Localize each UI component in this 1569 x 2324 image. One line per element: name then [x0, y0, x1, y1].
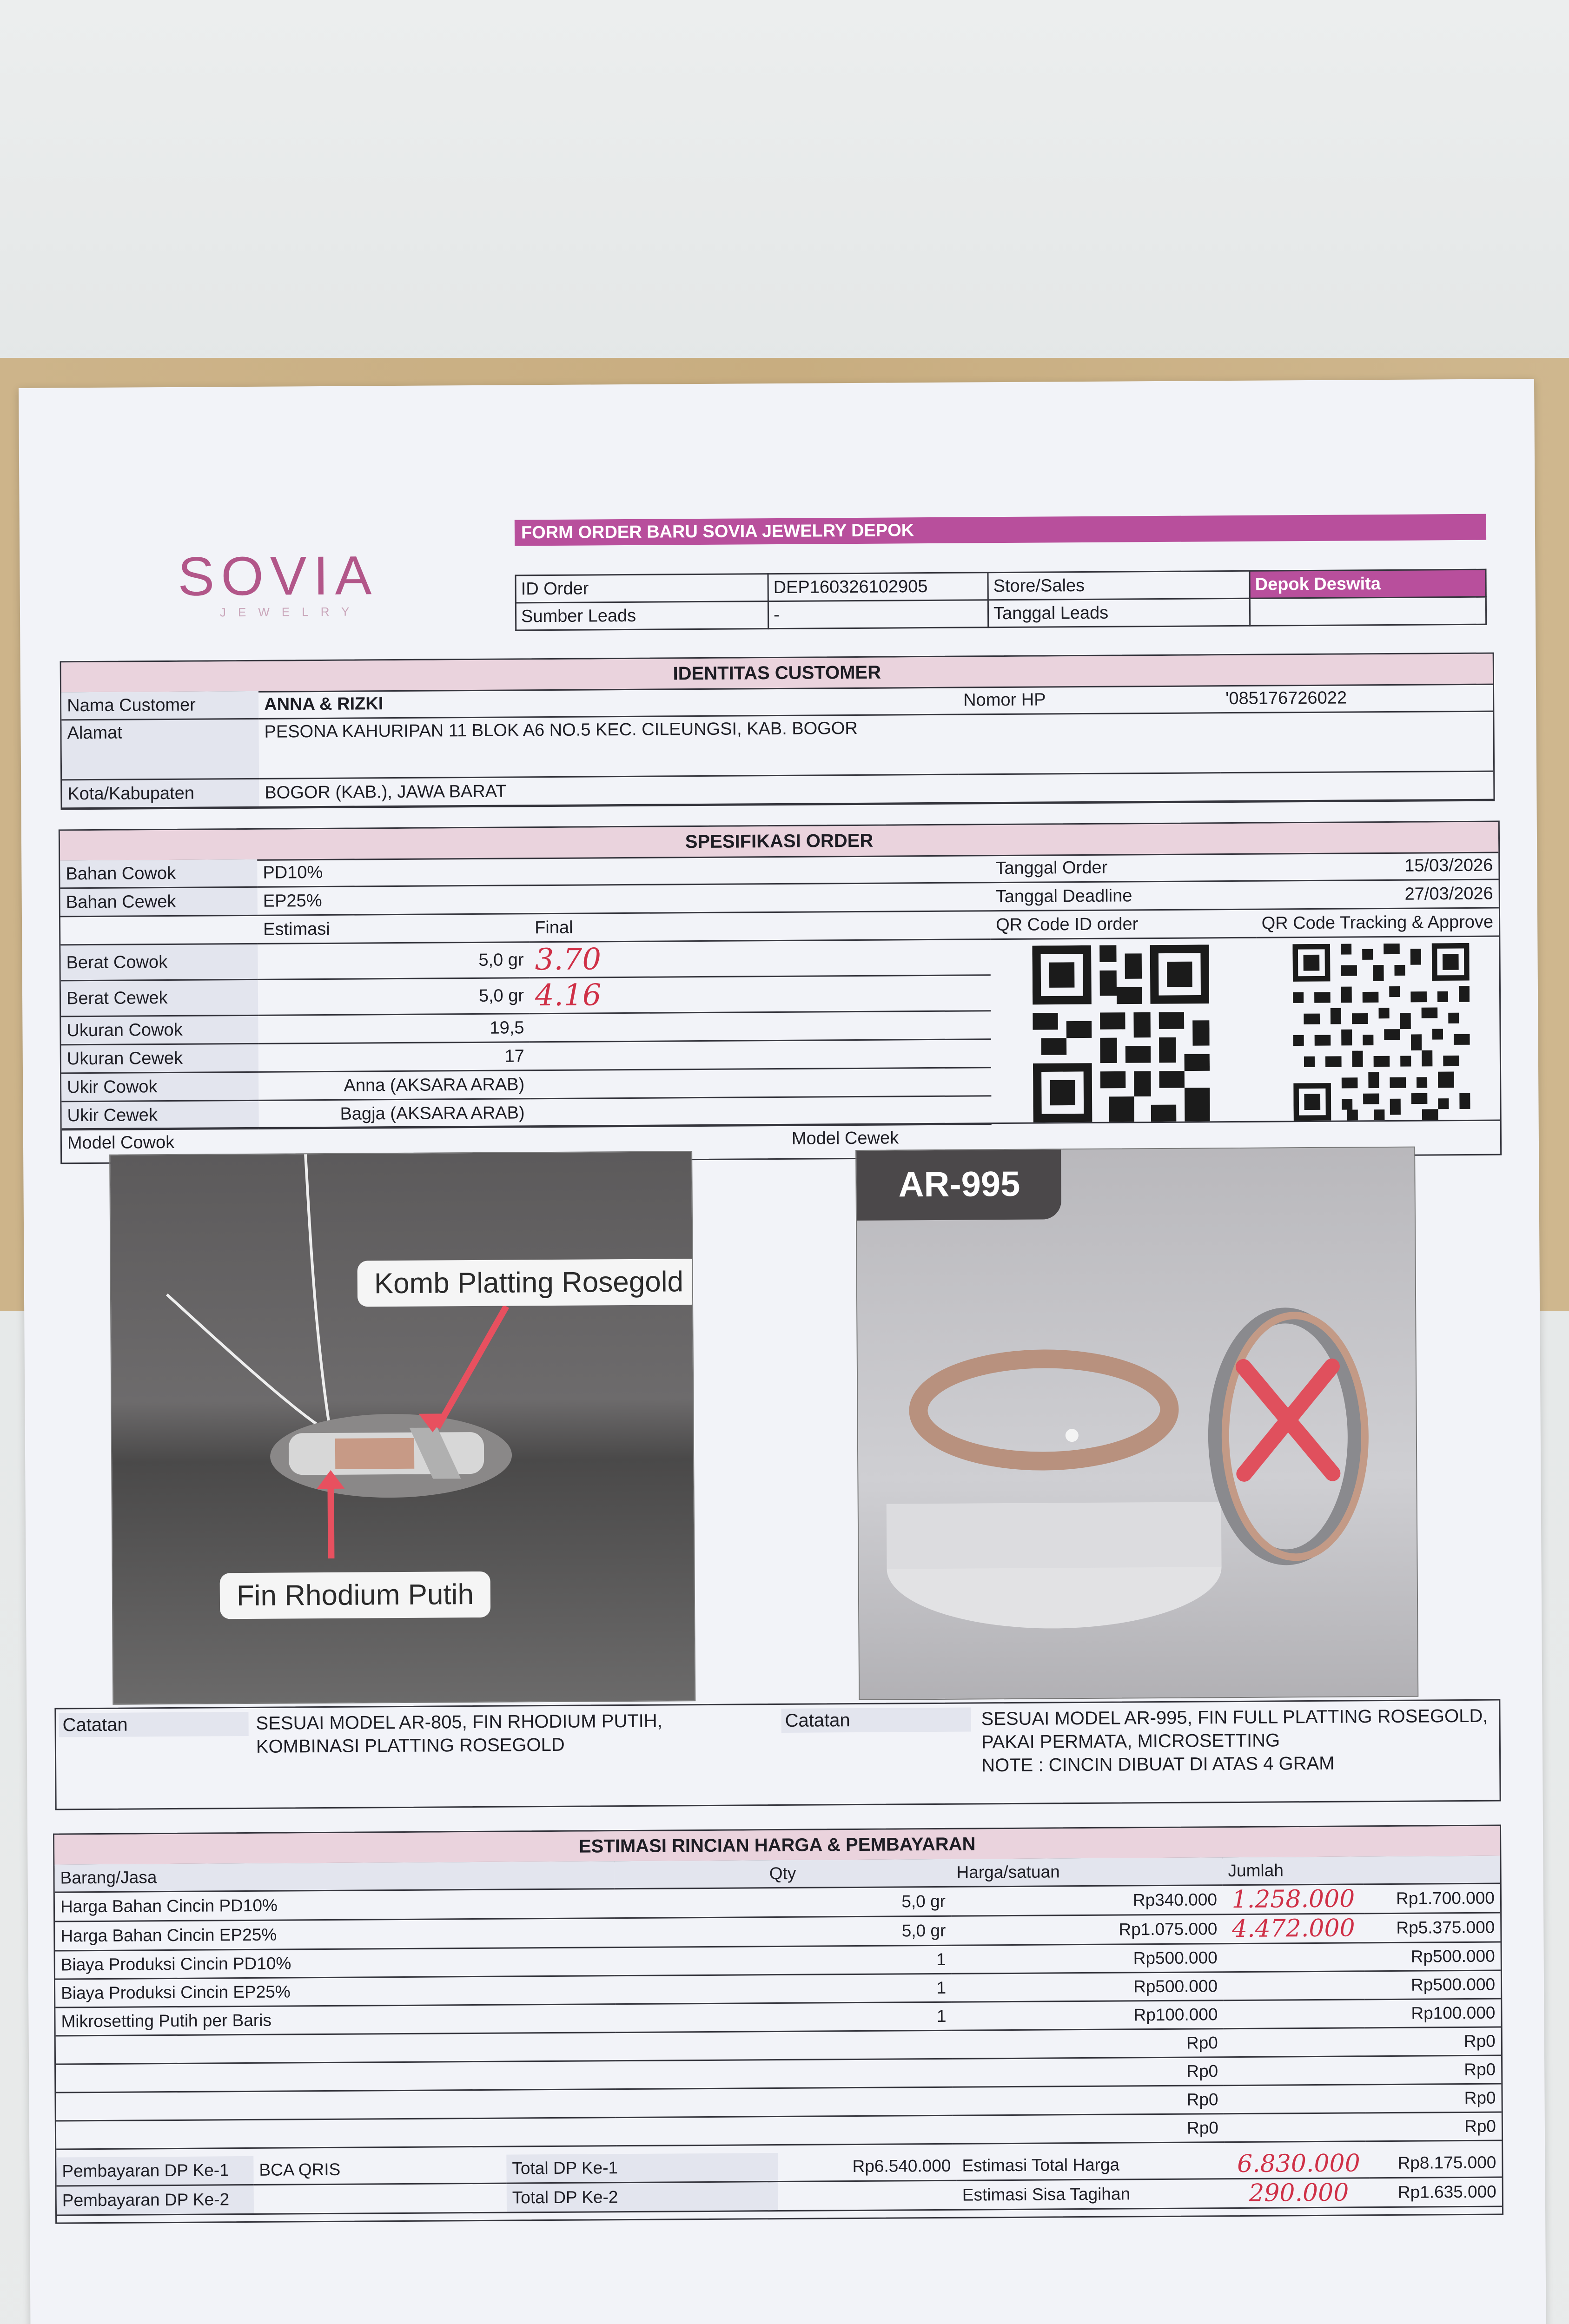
row-price: Rp0 [952, 2029, 1224, 2059]
empty-cell [530, 1039, 991, 1070]
berat-cowok-label: Berat Cowok [60, 944, 258, 981]
row-qty: 5,0 gr [615, 1916, 951, 1947]
note-left-line2: KOMBINASI PLATTING ROSEGOLD [256, 1734, 565, 1757]
tgl-deadline-label: Tanggal Deadline [990, 881, 1256, 911]
note-left-label: Catatan [59, 1712, 248, 1737]
row-qty [616, 2059, 952, 2089]
row-item [56, 2061, 616, 2093]
ukir-cewek-label: Ukir Cewek [61, 1100, 258, 1130]
ring-illustration-cewek [856, 1148, 1417, 1699]
note-right-text [981, 1704, 1488, 1777]
row-hand-note: 4.472.000 [1223, 1914, 1364, 1944]
col-total-header: Jumlah [1222, 1856, 1500, 1885]
dp1-label: Pembayaran DP Ke-1 [56, 2156, 253, 2186]
customer-name-label: Nama Customer [61, 691, 258, 720]
empty-cell [778, 2180, 957, 2211]
address-value: PESONA KAHURIPAN 11 BLOK A6 NO.5 KEC. CILEUNGSI, KAB. BOGOR [258, 711, 1493, 779]
customer-section [60, 653, 1495, 810]
row-total: Rp0 [1365, 2084, 1501, 2113]
berat-cewek-final: 4.16 [530, 975, 991, 1014]
berat-cewek-label: Berat Cewek [61, 979, 258, 1017]
ukuran-cewek-value: 17 [258, 1042, 530, 1072]
row-hand-note [1224, 2028, 1365, 2057]
pricing-table [54, 1856, 1502, 2150]
ukuran-cowok-label: Ukuran Cowok [61, 1015, 258, 1045]
order-dates-table [990, 852, 1499, 940]
final-header: Final [529, 911, 990, 942]
qr-code-id-order[interactable] [1032, 944, 1210, 1122]
row-total: Rp5.375.000 [1364, 1913, 1500, 1943]
qr-track-label: QR Code Tracking & Approve [1256, 908, 1499, 938]
qr-code-tracking[interactable] [1292, 943, 1470, 1121]
pricing-section [53, 1825, 1503, 2224]
notes-section [54, 1699, 1501, 1810]
row-qty [616, 2030, 952, 2060]
row-total: Rp100.000 [1364, 1999, 1501, 2028]
tgl-order-value: 15/03/2026 [1256, 852, 1499, 881]
payment-table [56, 2149, 1502, 2216]
ukir-cowok-value: Anna (AKSARA ARAB) [258, 1070, 530, 1101]
row-price: Rp0 [952, 2057, 1224, 2087]
row-qty [616, 2115, 953, 2146]
row-qty: 1 [615, 1945, 952, 1975]
order-specs-table [60, 855, 992, 1130]
phone-label: Nomor HP [958, 685, 1220, 714]
leads-label: Sumber Leads [516, 601, 768, 630]
row-hand-note [1224, 2113, 1365, 2142]
tag-komb-platting: Komb Platting Rosegold [357, 1259, 696, 1307]
empty-cell [60, 915, 258, 945]
row-price: Rp340.000 [951, 1885, 1223, 1916]
row-item: Biaya Produksi Cincin PD10% [55, 1948, 615, 1979]
row-item [56, 2089, 616, 2121]
row-item: Harga Bahan Cincin PD10% [55, 1889, 615, 1921]
row-item [56, 2118, 616, 2149]
dp1-total-label: Total DP Ke-1 [506, 2153, 778, 2183]
sisa-hand: 290.000 [1228, 2178, 1370, 2208]
ukir-cewek-value: Bagja (AKSARA ARAB) [258, 1099, 530, 1129]
row-price: Rp0 [953, 2114, 1224, 2144]
row-hand-note [1224, 2056, 1365, 2086]
berat-cowok-est: 5,0 gr [258, 942, 529, 980]
dp1-total-value: Rp6.540.000 [778, 2152, 956, 2182]
row-item: Harga Bahan Cincin EP25% [55, 1918, 615, 1951]
phone-value: '085176726022 [1220, 684, 1493, 713]
note-right-label: Catatan [781, 1707, 971, 1732]
row-hand-note [1224, 2085, 1365, 2114]
ukuran-cewek-label: Ukuran Cewek [61, 1043, 258, 1073]
row-hand-note [1223, 2000, 1364, 2029]
row-total: Rp0 [1365, 2055, 1501, 2085]
brand-logo-sub: JEWELRY [219, 604, 362, 620]
row-total: Rp500.000 [1364, 1942, 1501, 1971]
customer-section-title: IDENTITAS CUSTOMER [61, 654, 1493, 694]
order-section-title: SPESIFIKASI ORDER [60, 822, 1498, 862]
id-order-value: DEP160326102905 [768, 573, 988, 601]
form-title: FORM ORDER BARU SOVIA JEWELRY DEPOK [515, 514, 1486, 546]
leads-value: - [768, 600, 988, 629]
empty-cell [530, 1096, 991, 1127]
customer-table [61, 684, 1493, 809]
col-price-header: Harga/satuan [951, 1857, 1222, 1887]
dp2-total-label: Total DP Ke-2 [507, 2182, 778, 2213]
row-item [56, 2033, 616, 2064]
tanggal-leads-value [1250, 597, 1486, 626]
row-total: Rp500.000 [1364, 1970, 1501, 2000]
note-right-line2: PAKAI PERMATA, MICROSETTING [981, 1730, 1280, 1753]
est-total-value: Rp8.175.000 [1369, 2149, 1502, 2178]
row-qty: 5,0 gr [615, 1887, 951, 1918]
ukuran-cowok-value: 19,5 [258, 1014, 530, 1044]
bahan-cowok-value: PD10% [257, 855, 990, 887]
address-label: Alamat [61, 719, 259, 780]
row-price: Rp0 [952, 2086, 1224, 2116]
order-header-table [515, 569, 1487, 631]
row-total: Rp0 [1365, 2112, 1502, 2141]
note-right-line3: NOTE : CINCIN DIBUAT DI ATAS 4 GRAM [981, 1753, 1335, 1776]
id-order-label: ID Order [516, 574, 768, 603]
row-qty: 1 [615, 1974, 952, 2004]
order-form-paper [19, 379, 1547, 2324]
row-item: Mikrosetting Putih per Baris [55, 2004, 615, 2036]
model-cowok-label: Model Cowok [67, 1132, 175, 1153]
row-hand-note [1223, 1971, 1364, 2000]
row-qty: 1 [615, 2002, 952, 2032]
store-value: Depok Deswita [1250, 569, 1486, 598]
empty-cell [530, 1068, 991, 1099]
brand-logo: SOVIA [178, 545, 378, 607]
ring-illustration-cowok [110, 1152, 695, 1704]
row-price: Rp100.000 [952, 2000, 1223, 2031]
row-price: Rp500.000 [952, 1944, 1223, 1974]
city-value: BOGOR (KAB.), JAWA BARAT [259, 771, 1493, 807]
row-hand-note [1223, 1943, 1364, 1972]
pricing-section-title: ESTIMASI RINCIAN HARGA & PEMBAYARAN [54, 1826, 1500, 1866]
tag-fin-rhodium: Fin Rhodium Putih [220, 1571, 491, 1619]
note-left-text [256, 1710, 662, 1758]
order-section [59, 821, 1502, 1164]
col-qty-header: Qty [614, 1859, 951, 1889]
dp2-label: Pembayaran DP Ke-2 [57, 2185, 254, 2215]
empty-cell [254, 2183, 507, 2214]
model-cewek-photo [855, 1147, 1418, 1700]
ukir-cowok-label: Ukir Cowok [61, 1072, 258, 1102]
row-price: Rp500.000 [952, 1972, 1223, 2002]
store-label: Store/Sales [988, 571, 1250, 600]
model-cowok-photo [109, 1151, 695, 1705]
sisa-label: Estimasi Sisa Tagihan [957, 2179, 1228, 2210]
berat-cowok-final: 3.70 [529, 939, 990, 978]
tanggal-leads-label: Tanggal Leads [988, 598, 1250, 627]
col-item-header: Barang/Jasa [54, 1861, 614, 1892]
sisa-value: Rp1.635.000 [1370, 2177, 1502, 2207]
berat-cewek-est: 5,0 gr [258, 978, 530, 1016]
note-left-line1: SESUAI MODEL AR-805, FIN RHODIUM PUTIH, [256, 1710, 662, 1734]
row-hand-note: 1.258.000 [1223, 1884, 1364, 1915]
bahan-cewek-value: EP25% [258, 883, 990, 916]
bahan-cowok-label: Bahan Cowok [60, 859, 257, 888]
est-total-hand: 6.830.000 [1228, 2149, 1369, 2179]
row-qty [616, 2087, 952, 2117]
qr-id-label: QR Code ID order [990, 909, 1256, 939]
model-badge-ar995: AR-995 [898, 1164, 1020, 1205]
customer-name-value: ANNA & RIZKI [258, 687, 958, 719]
row-item: Biaya Produksi Cincin EP25% [55, 1976, 615, 2007]
bahan-cewek-label: Bahan Cewek [60, 887, 258, 917]
row-total: Rp0 [1365, 2027, 1501, 2056]
row-price: Rp1.075.000 [951, 1915, 1223, 1946]
tgl-order-label: Tanggal Order [990, 853, 1256, 883]
city-label: Kota/Kabupaten [62, 779, 259, 808]
empty-cell [530, 1011, 991, 1042]
row-total: Rp1.700.000 [1364, 1883, 1500, 1914]
dp1-method: BCA QRIS [253, 2155, 506, 2185]
est-total-label: Estimasi Total Harga [956, 2150, 1228, 2180]
note-right-line1: SESUAI MODEL AR-995, FIN FULL PLATTING ROSEGOLD, [981, 1705, 1488, 1730]
tgl-deadline-value: 27/03/2026 [1256, 879, 1499, 909]
estimasi-header: Estimasi [258, 914, 529, 944]
model-cewek-label: Model Cewek [791, 1128, 899, 1149]
